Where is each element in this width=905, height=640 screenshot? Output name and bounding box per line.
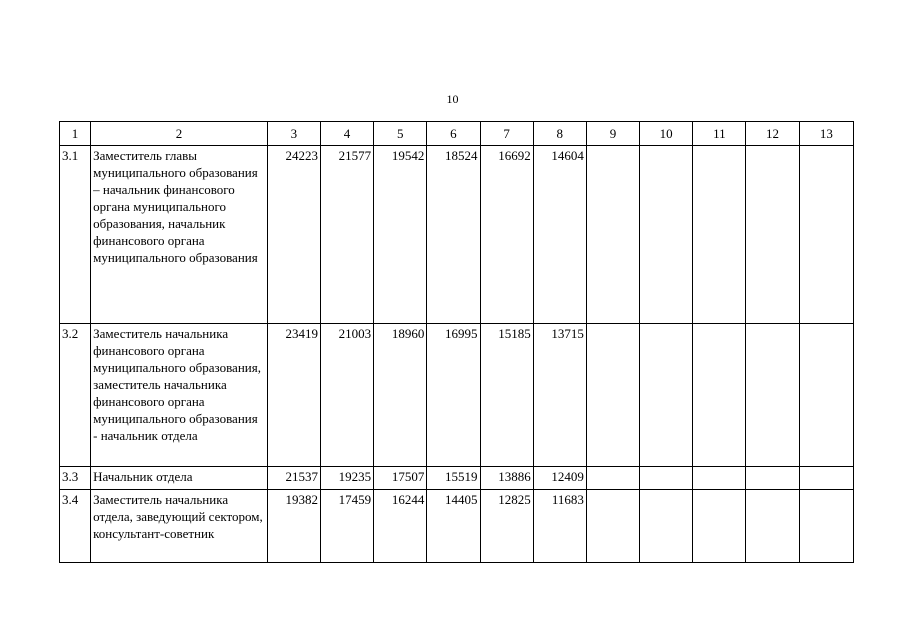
table-row <box>60 467 854 490</box>
table-cell: 23419 <box>267 324 320 467</box>
table-cell <box>693 467 746 490</box>
column-header: 13 <box>799 122 853 146</box>
table-row <box>60 490 854 563</box>
table-cell: 11683 <box>533 490 586 563</box>
table-cell: 14405 <box>427 490 480 563</box>
table-cell: 12409 <box>533 467 586 490</box>
table-cell: 18524 <box>427 146 480 324</box>
table-cell: 19235 <box>320 467 373 490</box>
column-number-row <box>60 122 854 146</box>
table-cell <box>799 146 853 324</box>
table-cell <box>746 467 799 490</box>
row-index: 3.1 <box>60 146 91 324</box>
table-cell: 12825 <box>480 490 533 563</box>
column-header: 8 <box>533 122 586 146</box>
table-cell <box>586 324 639 467</box>
table-cell: 15519 <box>427 467 480 490</box>
table-cell <box>586 467 639 490</box>
table-cell <box>586 146 639 324</box>
row-index: 3.4 <box>60 490 91 563</box>
table-cell <box>640 146 693 324</box>
column-header: 6 <box>427 122 480 146</box>
table-cell <box>799 324 853 467</box>
position-title: Начальник отдела <box>91 467 268 490</box>
table-cell <box>693 324 746 467</box>
position-title: Заместитель начальника финансового органа муниципального образования, заместитель начальника финансового органа муниципального образования - начальник отдела <box>91 324 268 467</box>
column-header: 4 <box>320 122 373 146</box>
table-cell <box>640 490 693 563</box>
table-cell: 24223 <box>267 146 320 324</box>
column-header: 9 <box>586 122 639 146</box>
salary-table <box>59 121 854 563</box>
table-cell: 16244 <box>374 490 427 563</box>
table-cell <box>640 324 693 467</box>
table-cell <box>586 490 639 563</box>
table-cell <box>693 490 746 563</box>
table-cell <box>693 146 746 324</box>
table-cell: 13715 <box>533 324 586 467</box>
table-row <box>60 324 854 467</box>
column-header: 12 <box>746 122 799 146</box>
table-cell: 17507 <box>374 467 427 490</box>
table-cell <box>746 490 799 563</box>
table-cell <box>799 490 853 563</box>
table-cell: 21577 <box>320 146 373 324</box>
table-cell: 13886 <box>480 467 533 490</box>
table-cell: 17459 <box>320 490 373 563</box>
column-header: 7 <box>480 122 533 146</box>
column-header: 11 <box>693 122 746 146</box>
position-title: Заместитель главы муниципального образования – начальник финансового органа муниципального образования, начальник финансового органа муниципального образования <box>91 146 268 324</box>
table-cell: 18960 <box>374 324 427 467</box>
table-cell: 15185 <box>480 324 533 467</box>
table-cell: 14604 <box>533 146 586 324</box>
position-title: Заместитель начальника отдела, заведующий сектором, консультант-советник <box>91 490 268 563</box>
table-cell: 19542 <box>374 146 427 324</box>
table-cell <box>799 467 853 490</box>
column-header: 3 <box>267 122 320 146</box>
column-header: 2 <box>91 122 268 146</box>
table-cell: 21003 <box>320 324 373 467</box>
row-index: 3.2 <box>60 324 91 467</box>
table-cell <box>640 467 693 490</box>
table-cell <box>746 146 799 324</box>
table-cell: 16995 <box>427 324 480 467</box>
table-cell: 19382 <box>267 490 320 563</box>
column-header: 5 <box>374 122 427 146</box>
table-cell <box>746 324 799 467</box>
column-header: 10 <box>640 122 693 146</box>
table-cell: 16692 <box>480 146 533 324</box>
column-header: 1 <box>60 122 91 146</box>
table-row <box>60 146 854 324</box>
page-number: 10 <box>446 92 459 106</box>
row-index: 3.3 <box>60 467 91 490</box>
table-cell: 21537 <box>267 467 320 490</box>
